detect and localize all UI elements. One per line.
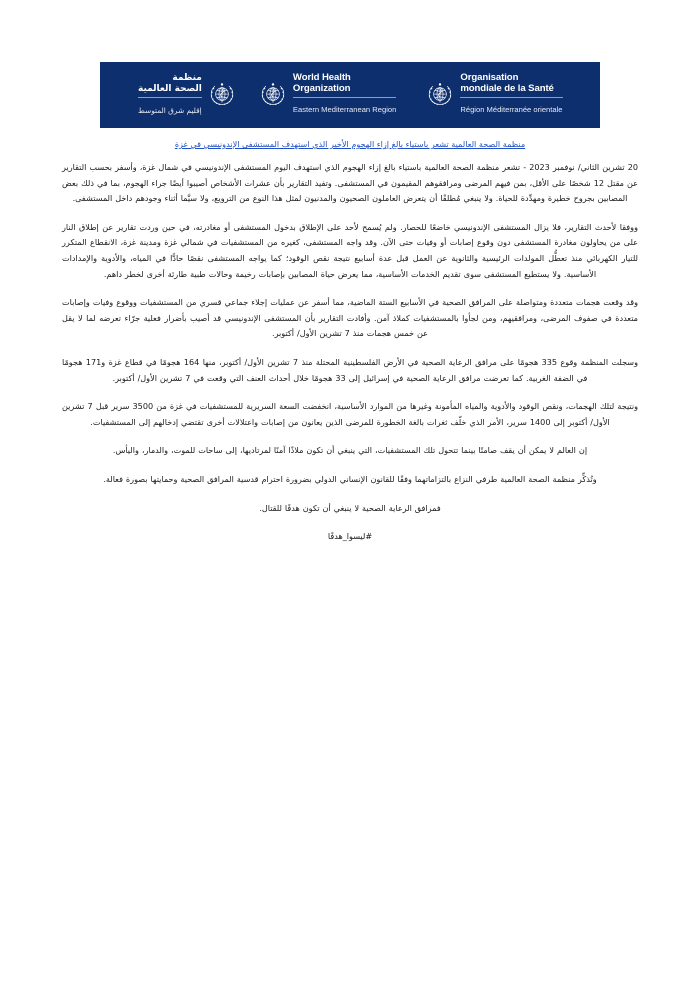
- logo-text-arabic: [138, 73, 202, 118]
- org-name-arabic-line1: منظمة: [172, 72, 202, 83]
- logo-text-french: [460, 73, 562, 117]
- logo-text-english: [293, 73, 396, 117]
- who-emblem-icon: [207, 80, 237, 110]
- logo-block-english: [243, 73, 411, 117]
- logo-block-french: [411, 73, 600, 117]
- org-name-english-line2: Organization: [292, 82, 351, 94]
- who-emblem-icon: [425, 80, 455, 110]
- region-name-french: Région Méditerranée orientale: [460, 105, 563, 115]
- region-name-english: Eastern Mediterranean Region: [292, 105, 397, 115]
- logo-divider-english: [293, 97, 396, 118]
- paragraph-3: وقد وقعت هجمات متعددة ومتواصلة على المرافق الصحية في الأسابيع الستة الماضية، مما أسفر عن عمليات إجلاء جماعي قسري من المستشفيات ووقوع وفيات وإصابات متعددة في صفوف المرضى، ومرافقيهم، ومن لجأوا بالمستشفيات كملاذ آمن. وأفادت التقارير بأن المستشفى الإندونيسي قد أصيب بأضرار فعلية جرّاء تعرضه لما لا يقل عن خمس هجمات منذ 7 تشرين الأول/ أكتوبر.: [62, 297, 638, 339]
- logo-divider-arabic: [138, 97, 202, 118]
- paragraph-5: ونتيجة لتلك الهجمات، ونقص الوقود والأدوية والمياه المأمونة وغيرها من الموارد الأساسية، انخفضت السعة السريرية للمستشفيات في غزة من 3500 سرير قبل 7 تشرين الأول/ أكتوبر إلى 1400 سرير، الأمر الذي خلّف ثغرات بالغة الخطورة للمرضى الذين يعانون من إصابات واعتلالات أخرى تقتضي إدخالهم إلى المستشفيات.: [62, 401, 639, 427]
- org-name-english-line1: World Health: [292, 71, 351, 83]
- who-header-banner: [100, 62, 600, 128]
- paragraph-1: 20 تشرين الثاني/ نوفمبر 2023 - تشعر منظمة الصحة العالمية باستياء بالغ إزاء الهجوم الذي استهدف اليوم المستشفى الإندونيسي في شمال غزة، وأسفر بحسب التقارير عن مقتل 12 شخصًا على الأقل، بمن فيهم المرضى ومرافقوهم المقيمون في المستشفى. وتفيد التقارير بأن عشرات الأشخاص أصيبوا أيضًا جراء الهجوم، بما في ذلك بعض المصابين بجروح خطيرة ومهدِّدة للحياة. ولا ينبغي مُطلقًا أن يتعرض العاملون الصحيون والمدنيون لمثل هذا النوع من الترويع، ولا سيَّما أثناء وجودهم داخل المستشفى.: [62, 162, 638, 204]
- paragraph-2: ووفقا لأحدث التقارير، فلا يزال المستشفى الإندونيسي خاضعًا للحصار. ولم يُسمح لأحد على الإطلاق بدخول المستشفى أو مغادرته، في حين وردت تقارير عن إطلاق النار على من يحاولون مغادرة المستشفى دون وقوع إصابات أو وفيات حتى الآن. وقد واجه المستشفى، كغيره من المستشفيات في شمالي غزة ومدينة غزة، الانقطاع المتكرر للتيار الكهربائي منذ تعطُّل المولدات الرئيسية والثانوية عن العمل قبل عدة أسابيع نتيجة نقص الوقود؛ كما يواجه المستشفى نقصًا حادًّا في المياه، والأدوية والإمدادات الأساسية. ولا يستطيع المستشفى سوى تقديم الخدمات الأساسية، مما يعرض حياة المصابين بإصابات رخيمة وحالات طبية طارئة أخرى لخطر داهم.: [62, 221, 638, 279]
- document-body: [62, 160, 638, 545]
- paragraph-8: فمرافق الرعاية الصحية لا ينبغي أن تكون هدفًا للقتال.: [259, 502, 441, 513]
- logo-divider-french: [460, 97, 562, 118]
- page-title: منظمة الصحة العالمية تشعر باستياء بالغ إزاء الهجوم الأخير الذي استهدف المستشفى الإندونيسي في غزة: [174, 139, 526, 149]
- org-name-french-line1: Organisation: [460, 71, 519, 83]
- paragraph-7: وتُذكِّر منظمة الصحة العالمية طرفي النزاع بالتزاماتهما وفقًا للقانون الإنساني الدولي بضرورة احترام قدسية المرافق الصحية وحمايتها بصورة فعالة.: [103, 473, 597, 484]
- paragraph-4: وسجلت المنظمة وقوع 335 هجومًا على مرافق الرعاية الصحية في الأرض الفلسطينية المحتلة منذ 7 تشرين الأول/ أكتوبر، منها 164 هجومًا في قطاع غزة و171 هجومًا في الضفة الغربية. كما تعرضت مرافق الرعاية الصحية في إسرائيل إلى 33 هجومًا خلال أحداث العنف التي وقعت في 7 تشرين الأول/ أكتوبر.: [62, 356, 638, 383]
- campaign-hashtag: #ليسوا_هدفًا: [327, 531, 373, 542]
- who-emblem-icon: [258, 80, 288, 110]
- org-name-arabic-line2: الصحة العالمية: [137, 83, 202, 94]
- region-name-arabic: إقليم شرق المتوسط: [137, 105, 202, 115]
- logo-block-arabic: [100, 73, 243, 118]
- org-name-french-line2: mondiale de la Santé: [460, 82, 554, 94]
- paragraph-6: إن العالم لا يمكن أن يقف صامتًا بينما تتحول تلك المستشفيات، التي ينبغي أن تكون ملاذًا آمنًا لمرتاديها، إلى ساحات للموت، والدمار، واليأس.: [112, 445, 588, 456]
